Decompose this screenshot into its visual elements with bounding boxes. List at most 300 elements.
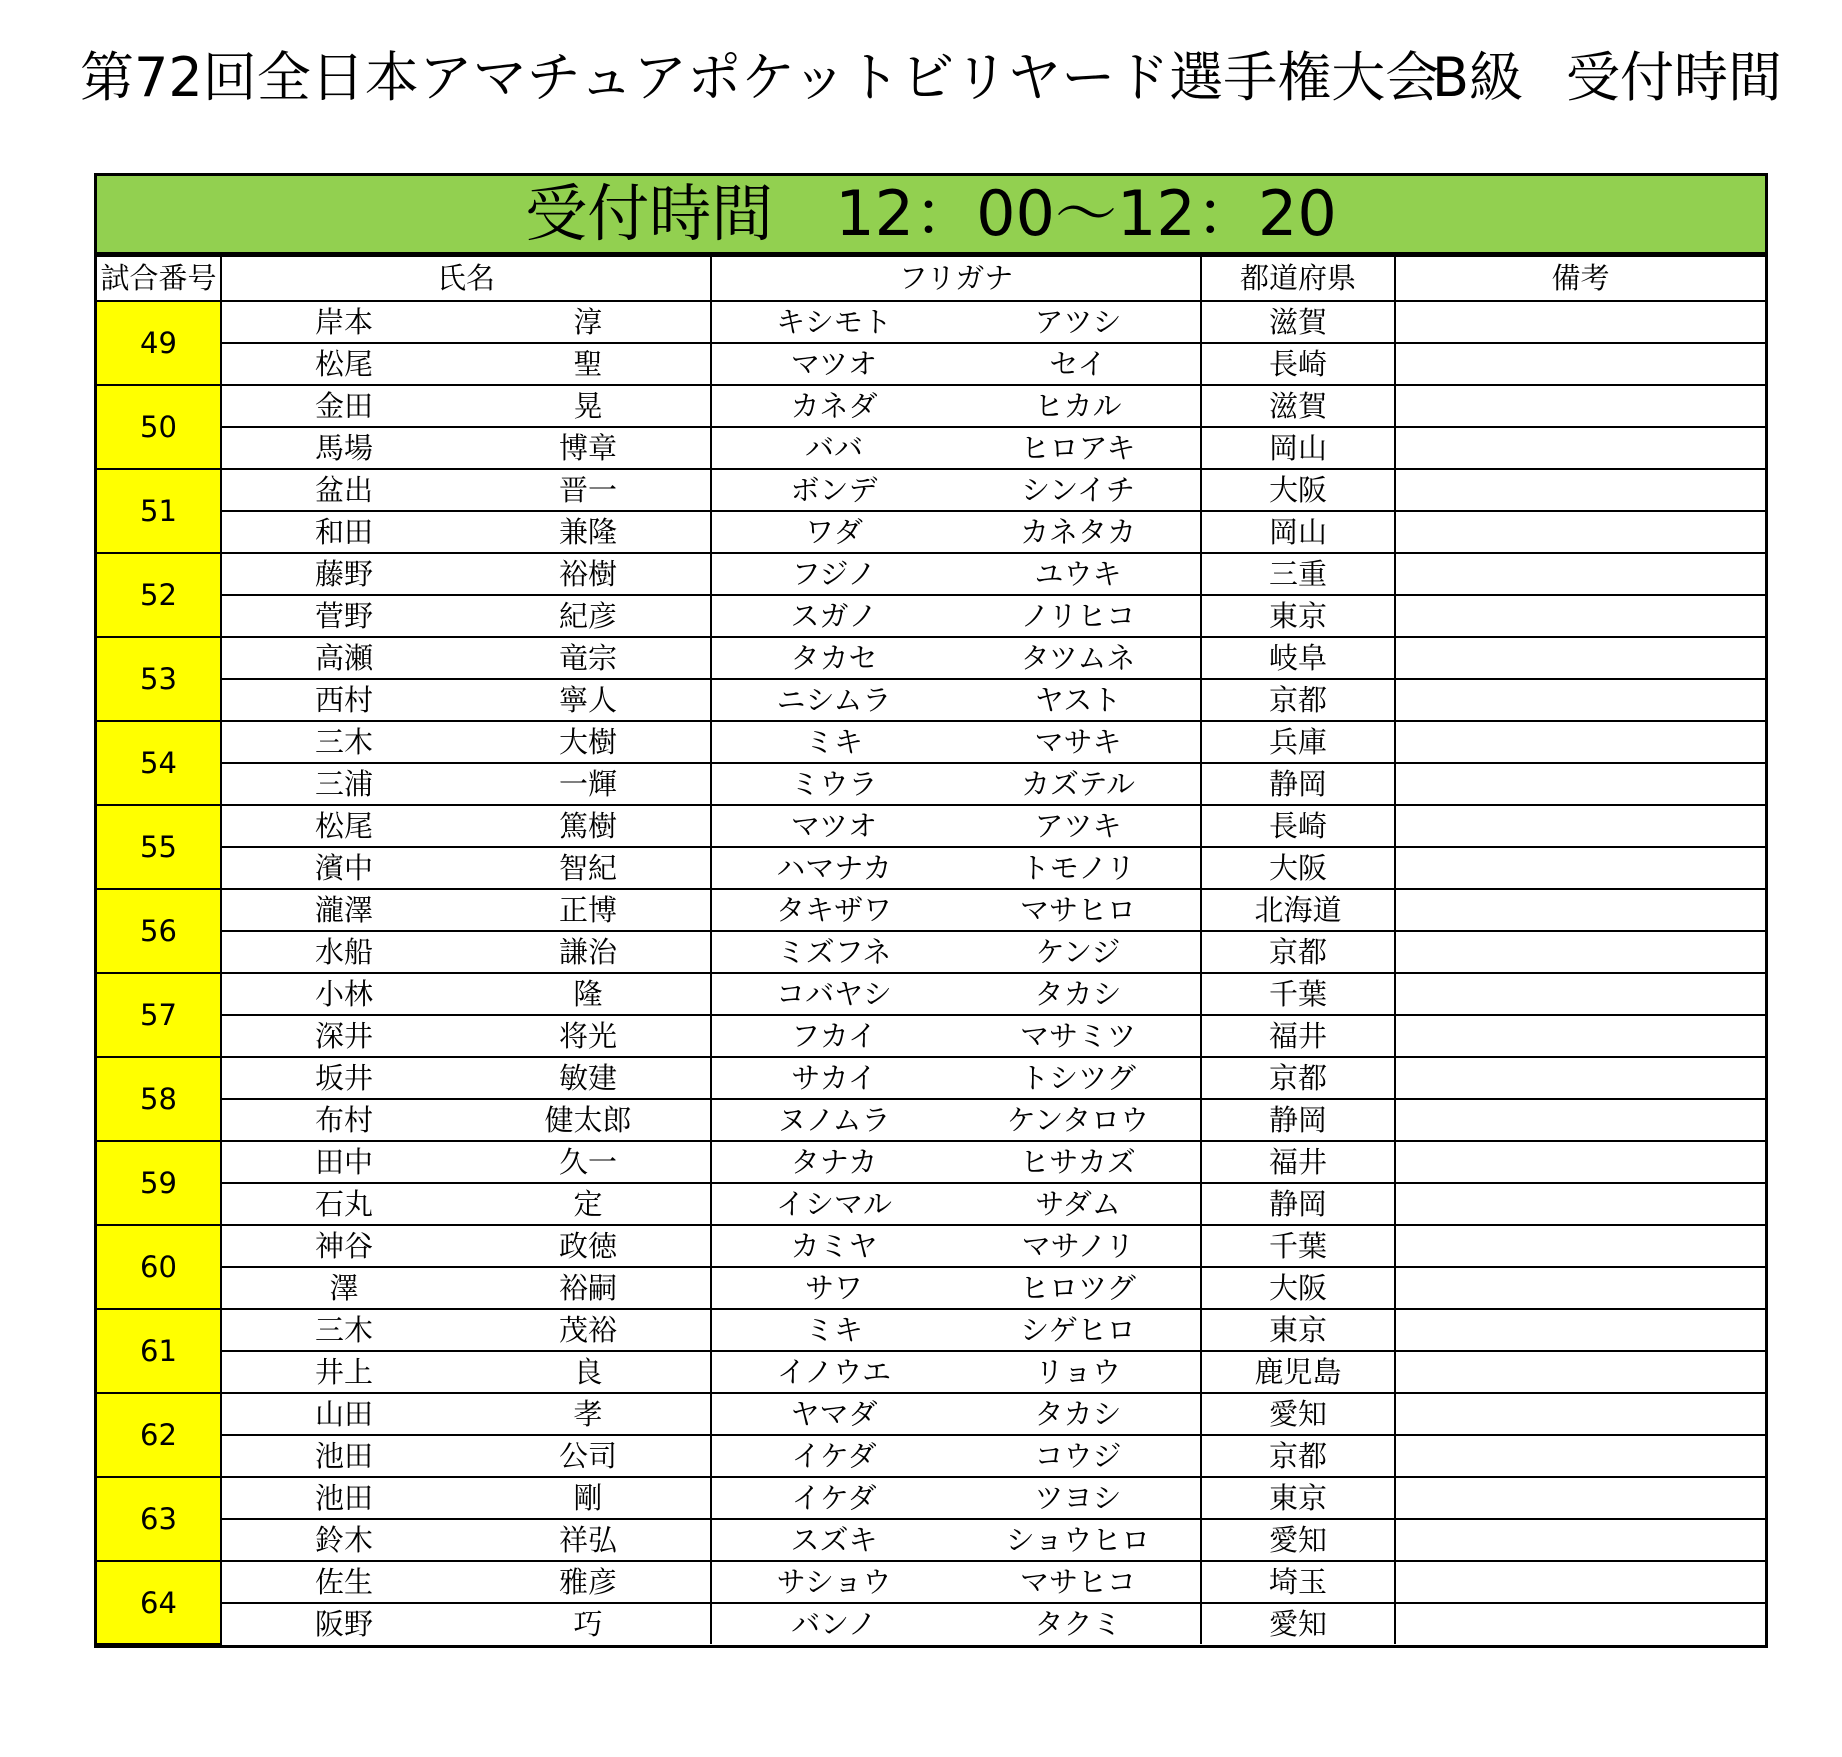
surname-kana: ミウラ [790,767,878,801]
player-name-cell [221,847,711,889]
player-furigana [712,1142,1200,1182]
given-name: 正博 [558,893,617,927]
given-name: 聖 [573,347,603,381]
given-name: 淳 [573,305,603,339]
player-name [222,470,710,510]
surname-kana: タカセ [790,641,878,675]
surname: 澤 [329,1271,359,1305]
surname: 阪野 [314,1607,373,1641]
surname: 井上 [314,1355,373,1389]
player-name [222,1352,710,1392]
surname: 高瀬 [314,641,373,675]
table-row [97,1561,1765,1603]
prefecture: 滋賀 [1201,301,1395,343]
player-furigana-cell [711,1141,1201,1183]
player-name-cell [221,1141,711,1183]
player-furigana [712,1562,1200,1602]
prefecture: 静岡 [1201,1183,1395,1225]
roster-sheet [94,173,1768,1648]
prefecture: 京都 [1201,1435,1395,1477]
match-number: 63 [97,1477,221,1561]
player-name-cell [221,1561,711,1603]
table-row [97,847,1765,889]
given-name-kana: サダム [1035,1187,1121,1221]
table-row [97,1099,1765,1141]
surname-kana: タナカ [790,1145,878,1179]
surname-kana: イシマル [775,1187,892,1221]
notes [1395,1141,1765,1183]
player-furigana [712,596,1200,636]
player-name [222,1058,710,1098]
given-name: 定 [573,1187,603,1221]
prefecture: 千葉 [1201,1225,1395,1267]
surname: 神谷 [314,1229,373,1263]
prefecture: 滋賀 [1201,385,1395,427]
player-furigana-cell [711,931,1201,973]
roster-body [97,301,1765,1644]
table-row [97,1267,1765,1309]
given-name-kana: ヒロアキ [1020,431,1136,465]
notes [1395,1393,1765,1435]
player-name-cell [221,385,711,427]
prefecture: 静岡 [1201,1099,1395,1141]
player-furigana-cell [711,637,1201,679]
player-name [222,1436,710,1476]
player-name-cell [221,1225,711,1267]
given-name: 裕樹 [558,557,617,591]
given-name: 紀彦 [558,599,617,633]
roster-table [97,255,1765,1645]
surname: 鈴木 [314,1523,373,1557]
surname: 松尾 [314,347,373,381]
given-name-kana: カネタカ [1019,515,1136,549]
notes [1395,763,1765,805]
player-name [222,890,710,930]
player-name-cell [221,1435,711,1477]
player-furigana [712,974,1200,1014]
player-furigana [712,806,1200,846]
surname: 石丸 [314,1187,373,1221]
column-header-furigana: フリガナ [711,256,1201,301]
player-furigana [712,512,1200,552]
player-furigana-cell [711,1351,1201,1393]
given-name-kana: ケンジ [1035,935,1121,969]
player-name [222,512,710,552]
player-name-cell [221,931,711,973]
given-name-kana: ケンタロウ [1006,1103,1150,1137]
player-furigana-cell [711,469,1201,511]
surname: 濱中 [314,851,373,885]
player-furigana [712,932,1200,972]
match-number: 57 [97,973,221,1057]
surname-kana: フカイ [791,1019,877,1053]
player-furigana [712,1352,1200,1392]
player-furigana-cell [711,1057,1201,1099]
surname: 岸本 [314,305,373,339]
prefecture: 大阪 [1201,1267,1395,1309]
player-furigana-cell [711,511,1201,553]
surname-kana: サカイ [791,1061,877,1095]
given-name: 政徳 [558,1229,617,1263]
player-name-cell [221,721,711,763]
player-furigana-cell [711,1393,1201,1435]
notes [1395,301,1765,343]
player-furigana-cell [711,1309,1201,1351]
surname-kana: ニシムラ [776,683,892,717]
notes [1395,385,1765,427]
match-number: 55 [97,805,221,889]
given-name-kana: トモノリ [1020,851,1136,885]
prefecture: 東京 [1201,595,1395,637]
surname: 松尾 [314,809,373,843]
table-row [97,763,1765,805]
notes [1395,889,1765,931]
match-number: 51 [97,469,221,553]
match-number: 62 [97,1393,221,1477]
surname: 池田 [314,1481,373,1515]
player-furigana [712,1268,1200,1308]
given-name-kana: ノリヒコ [1020,599,1136,633]
given-name: 博章 [558,431,617,465]
table-row [97,973,1765,1015]
surname: 藤野 [314,557,373,591]
prefecture: 大阪 [1201,469,1395,511]
table-row [97,1015,1765,1057]
player-name-cell [221,637,711,679]
player-furigana-cell [711,889,1201,931]
player-furigana [712,1016,1200,1056]
player-furigana-cell [711,427,1201,469]
given-name-kana: タクミ [1034,1607,1122,1641]
match-number: 61 [97,1309,221,1393]
surname-kana: カネダ [790,389,878,423]
given-name: 隆 [573,977,603,1011]
surname-kana: ヌノムラ [777,1103,891,1137]
table-row [97,511,1765,553]
prefecture: 岡山 [1201,511,1395,553]
player-name [222,1142,710,1182]
given-name: 久一 [558,1145,617,1179]
player-furigana-cell [711,1561,1201,1603]
player-furigana-cell [711,1603,1201,1644]
player-name [222,764,710,804]
table-row [97,1435,1765,1477]
given-name-kana: ツヨシ [1034,1481,1122,1515]
prefecture: 福井 [1201,1141,1395,1183]
given-name: 将光 [558,1019,617,1053]
prefecture: 埼玉 [1201,1561,1395,1603]
given-name: 一輝 [558,767,617,801]
given-name: 裕嗣 [558,1271,617,1305]
player-name [222,680,710,720]
table-row [97,721,1765,763]
surname: 馬場 [314,431,373,465]
player-furigana-cell [711,721,1201,763]
surname-kana: フジノ [791,557,877,591]
player-name-cell [221,1351,711,1393]
player-furigana [712,848,1200,888]
player-furigana [712,1604,1200,1644]
player-name [222,932,710,972]
prefecture: 三重 [1201,553,1395,595]
notes [1395,427,1765,469]
notes [1395,1183,1765,1225]
player-name-cell [221,1183,711,1225]
player-furigana-cell [711,301,1201,343]
player-name-cell [221,1393,711,1435]
surname-kana: キシモト [776,305,892,339]
given-name: 茂裕 [558,1313,617,1347]
notes [1395,1015,1765,1057]
table-row [97,469,1765,511]
player-name-cell [221,427,711,469]
match-number: 52 [97,553,221,637]
player-name-cell [221,1015,711,1057]
surname: 三木 [314,725,373,759]
player-furigana [712,638,1200,678]
notes [1395,805,1765,847]
given-name-kana: カズテル [1021,767,1135,801]
surname-kana: コバヤシ [776,977,892,1011]
player-furigana [712,1478,1200,1518]
given-name: 健太郎 [544,1103,632,1137]
given-name: 謙治 [558,935,617,969]
table-row [97,931,1765,973]
prefecture: 長崎 [1201,343,1395,385]
surname: 池田 [314,1439,373,1473]
notes [1395,1099,1765,1141]
surname-kana: イケダ [791,1439,877,1473]
player-furigana [712,554,1200,594]
surname: 田中 [314,1145,373,1179]
player-name-cell [221,679,711,721]
table-row [97,1057,1765,1099]
player-name-cell [221,1603,711,1644]
surname-kana: ババ [804,431,863,465]
surname-kana: ワダ [805,515,863,549]
player-furigana-cell [711,343,1201,385]
table-row [97,1141,1765,1183]
notes [1395,343,1765,385]
notes [1395,679,1765,721]
prefecture: 京都 [1201,931,1395,973]
given-name: 公司 [558,1439,617,1473]
notes [1395,1309,1765,1351]
notes [1395,1267,1765,1309]
given-name-kana: マサキ [1034,725,1122,759]
surname-kana: イノウエ [776,1355,892,1389]
given-name: 寧人 [558,683,617,717]
table-row [97,427,1765,469]
player-furigana [712,470,1200,510]
given-name-kana: ヒサカズ [1020,1145,1136,1179]
given-name: 巧 [573,1607,603,1641]
given-name-kana: マサミツ [1019,1019,1136,1053]
table-row [97,343,1765,385]
surname-kana: ミキ [804,1313,863,1347]
given-name: 篤樹 [558,809,617,843]
match-number: 60 [97,1225,221,1309]
notes [1395,931,1765,973]
player-furigana-cell [711,679,1201,721]
player-name-cell [221,973,711,1015]
table-row [97,1309,1765,1351]
match-number: 58 [97,1057,221,1141]
table-row [97,1477,1765,1519]
surname-kana: ハマナカ [776,851,892,885]
notes [1395,1561,1765,1603]
notes [1395,469,1765,511]
notes [1395,511,1765,553]
player-furigana [712,344,1200,384]
given-name-kana: リョウ [1034,1355,1122,1389]
table-row [97,889,1765,931]
prefecture: 岐阜 [1201,637,1395,679]
player-name-cell [221,763,711,805]
surname: 西村 [314,683,373,717]
table-header-row [97,256,1765,301]
player-furigana [712,764,1200,804]
notes [1395,1603,1765,1644]
surname: 小林 [314,977,373,1011]
notes [1395,1057,1765,1099]
prefecture: 京都 [1201,1057,1395,1099]
column-header-notes: 備考 [1395,256,1765,301]
player-furigana [712,1310,1200,1350]
match-number: 59 [97,1141,221,1225]
surname-kana: サショウ [776,1565,892,1599]
player-furigana [712,1520,1200,1560]
player-furigana [712,302,1200,342]
surname: 佐生 [314,1565,373,1599]
surname-kana: ミキ [804,725,863,759]
player-furigana [712,680,1200,720]
player-name [222,1394,710,1434]
match-number: 50 [97,385,221,469]
player-name-cell [221,301,711,343]
given-name: 良 [573,1355,603,1389]
notes [1395,595,1765,637]
prefecture: 鹿児島 [1201,1351,1395,1393]
player-furigana [712,1058,1200,1098]
table-row [97,1603,1765,1644]
given-name-kana: シンイチ [1021,473,1135,507]
given-name-kana: ヤスト [1034,683,1122,717]
player-name [222,974,710,1014]
given-name-kana: マサノリ [1021,1229,1135,1263]
prefecture: 北海道 [1201,889,1395,931]
notes [1395,1477,1765,1519]
notes [1395,553,1765,595]
notes [1395,973,1765,1015]
player-name-cell [221,343,711,385]
given-name-kana: ユウキ [1034,557,1122,591]
player-furigana [712,428,1200,468]
table-row [97,301,1765,343]
given-name-kana: ヒロツグ [1020,1271,1136,1305]
player-furigana-cell [711,847,1201,889]
given-name-kana: シゲヒロ [1020,1313,1136,1347]
prefecture: 東京 [1201,1477,1395,1519]
prefecture: 京都 [1201,679,1395,721]
player-furigana [712,386,1200,426]
table-row [97,553,1765,595]
surname: 水船 [314,935,373,969]
given-name-kana: コウジ [1034,1439,1122,1473]
surname-kana: マツオ [790,347,878,381]
page-header [0,38,1842,118]
prefecture: 愛知 [1201,1519,1395,1561]
player-name [222,722,710,762]
player-furigana-cell [711,1519,1201,1561]
player-name-cell [221,553,711,595]
table-row [97,1183,1765,1225]
column-header-match-no: 試合番号 [97,256,221,301]
given-name-kana: ショウヒロ [1005,1523,1151,1557]
player-furigana-cell [711,805,1201,847]
class-label: B級 [1432,46,1524,109]
player-furigana-cell [711,595,1201,637]
match-number: 56 [97,889,221,973]
player-furigana-cell [711,1435,1201,1477]
table-row [97,637,1765,679]
player-name [222,1100,710,1140]
given-name: 晋一 [558,473,617,507]
surname-kana: ヤマダ [790,1397,878,1431]
player-name-cell [221,1267,711,1309]
player-name-cell [221,805,711,847]
player-furigana-cell [711,385,1201,427]
player-name [222,1310,710,1350]
surname: 瀧澤 [314,893,373,927]
column-header-prefecture: 都道府県 [1201,256,1395,301]
prefecture: 愛知 [1201,1603,1395,1644]
given-name-kana: セイ [1049,347,1107,381]
prefecture: 兵庫 [1201,721,1395,763]
notes [1395,1435,1765,1477]
prefecture: 岡山 [1201,427,1395,469]
player-furigana [712,722,1200,762]
player-name [222,1184,710,1224]
prefecture: 福井 [1201,1015,1395,1057]
player-furigana [712,1226,1200,1266]
surname-kana: ボンデ [790,473,878,507]
prefecture: 大阪 [1201,847,1395,889]
player-name-cell [221,511,711,553]
notes [1395,1519,1765,1561]
player-name [222,1604,710,1644]
given-name-kana: マサヒコ [1019,1565,1136,1599]
page-title: 第72回全日本アマチュアポケットビリヤード選手権大会 [80,46,1440,109]
player-name [222,848,710,888]
player-name [222,386,710,426]
given-name-kana: アツキ [1034,809,1122,843]
surname: 盆出 [314,473,373,507]
surname: 金田 [314,389,373,423]
notes [1395,721,1765,763]
given-name-kana: トシツグ [1020,1061,1136,1095]
player-name [222,806,710,846]
surname: 三木 [314,1313,373,1347]
surname: 和田 [314,515,373,549]
reception-time-banner: 受付時間 12：00～12：20 [97,176,1765,255]
surname-kana: タキザワ [775,893,892,927]
given-name: 竜宗 [558,641,617,675]
given-name: 孝 [573,1397,603,1431]
given-name-kana: アツシ [1034,305,1122,339]
player-name [222,638,710,678]
player-name-cell [221,595,711,637]
